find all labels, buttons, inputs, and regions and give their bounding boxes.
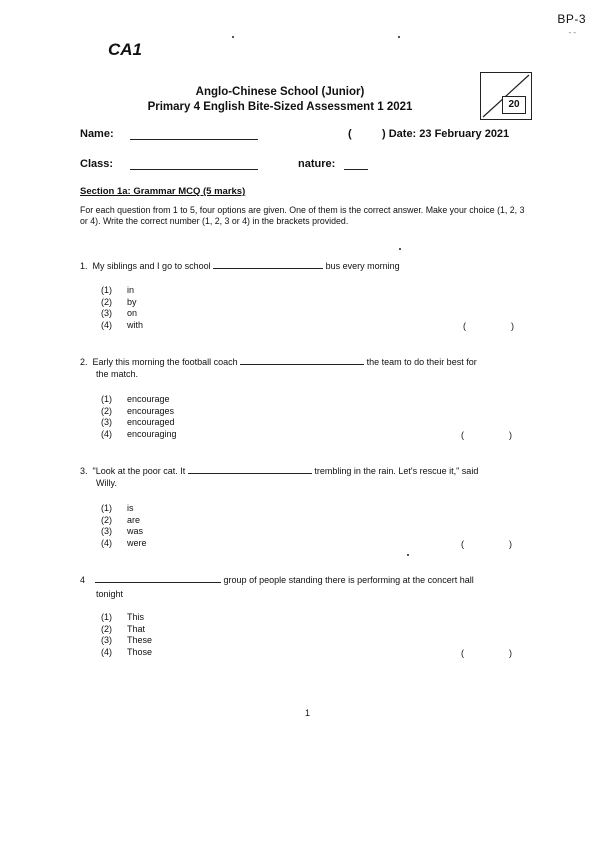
answer-blank xyxy=(188,473,312,474)
question-2 xyxy=(80,356,540,368)
answer-bracket-open: ( xyxy=(461,539,464,549)
answer-bracket-close: ) xyxy=(511,321,514,331)
question-2-options xyxy=(101,394,177,440)
question-4-options xyxy=(101,612,152,658)
option: (2) by xyxy=(101,296,137,307)
question-3-line-2: Willy. xyxy=(96,478,117,488)
question-3 xyxy=(80,465,550,477)
answer-blank xyxy=(240,364,364,365)
answer-bracket-close: ) xyxy=(509,430,512,440)
question-number: 1. xyxy=(80,261,88,271)
question-4-line-2: tonight xyxy=(96,589,124,599)
scan-speck xyxy=(232,36,234,38)
scan-speck xyxy=(399,248,401,250)
section-title: Section 1a: Grammar MCQ (5 marks) xyxy=(80,186,246,197)
option: (4) encouraging xyxy=(101,428,177,439)
section-instructions: For each question from 1 to 5, four options are given. One of them is the correct answer. Make your choice (1, 2, 3 or 4). Write the correct number (1, 2, 3 or 4) in the brackets provided. xyxy=(80,205,525,226)
name-label: Name: xyxy=(80,128,114,140)
answer-bracket-open: ( xyxy=(461,430,464,440)
signature-label: nature: xyxy=(298,158,336,170)
answer-blank xyxy=(213,268,323,269)
option: (2) That xyxy=(101,623,146,634)
page-code-dashes: - - xyxy=(568,28,576,37)
question-2-line-2: the match. xyxy=(96,369,139,379)
question-4 xyxy=(80,574,550,586)
question-text-after: the team to do their best for xyxy=(366,357,477,367)
total-marks: 20 xyxy=(502,96,526,114)
question-1 xyxy=(80,260,540,272)
question-number: 4 xyxy=(80,575,86,585)
page-number: 1 xyxy=(305,708,311,718)
scan-speck xyxy=(398,36,400,38)
class-field[interactable] xyxy=(130,169,258,170)
score-box xyxy=(480,72,532,120)
page-code: BP-3 xyxy=(557,12,586,26)
question-text-after: group of people standing there is performing at the concert hall xyxy=(223,575,474,585)
question-text-after: bus every morning xyxy=(325,261,400,271)
question-text-after: trembling in the rain. Let's rescue it," said xyxy=(314,466,479,476)
option: (2) encourages xyxy=(101,405,175,416)
register-open-paren: ( xyxy=(348,128,352,140)
option: (3) encouraged xyxy=(101,417,175,427)
school-name: Anglo-Chinese School (Junior) xyxy=(195,86,365,98)
answer-blank xyxy=(95,582,221,583)
option: (1) is xyxy=(101,503,134,513)
question-text-before: My siblings and I go to school xyxy=(92,261,211,271)
question-1-options xyxy=(101,285,143,331)
assessment-title: Primary 4 English Bite-Sized Assessment 1 2021 xyxy=(147,101,413,113)
option: (1) in xyxy=(101,285,135,295)
option: (1) encourage xyxy=(101,394,170,404)
scan-speck xyxy=(407,554,409,556)
answer-bracket-open: ( xyxy=(463,321,466,331)
question-text-before: "Look at the poor cat. It xyxy=(92,466,186,476)
option: (4) Those xyxy=(101,646,153,657)
option: (3) These xyxy=(101,635,153,645)
signature-field[interactable] xyxy=(344,169,368,170)
option: (4) with xyxy=(101,319,144,330)
date-text: ) Date: 23 February 2021 xyxy=(382,128,510,140)
option: (4) were xyxy=(101,537,147,548)
answer-bracket-close: ) xyxy=(509,648,512,658)
ca-label: CA1 xyxy=(108,40,143,59)
option: (3) was xyxy=(101,526,144,536)
class-label: Class: xyxy=(80,158,114,170)
question-text-before: Early this morning the football coach xyxy=(92,357,238,367)
question-number: 2. xyxy=(80,357,88,367)
name-field[interactable] xyxy=(130,139,258,140)
option: (1) This xyxy=(101,612,145,622)
question-3-options xyxy=(101,503,147,549)
question-number: 3. xyxy=(80,466,88,476)
option: (2) are xyxy=(101,514,141,525)
option: (3) on xyxy=(101,308,138,318)
answer-bracket-close: ) xyxy=(509,539,512,549)
answer-bracket-open: ( xyxy=(461,648,464,658)
